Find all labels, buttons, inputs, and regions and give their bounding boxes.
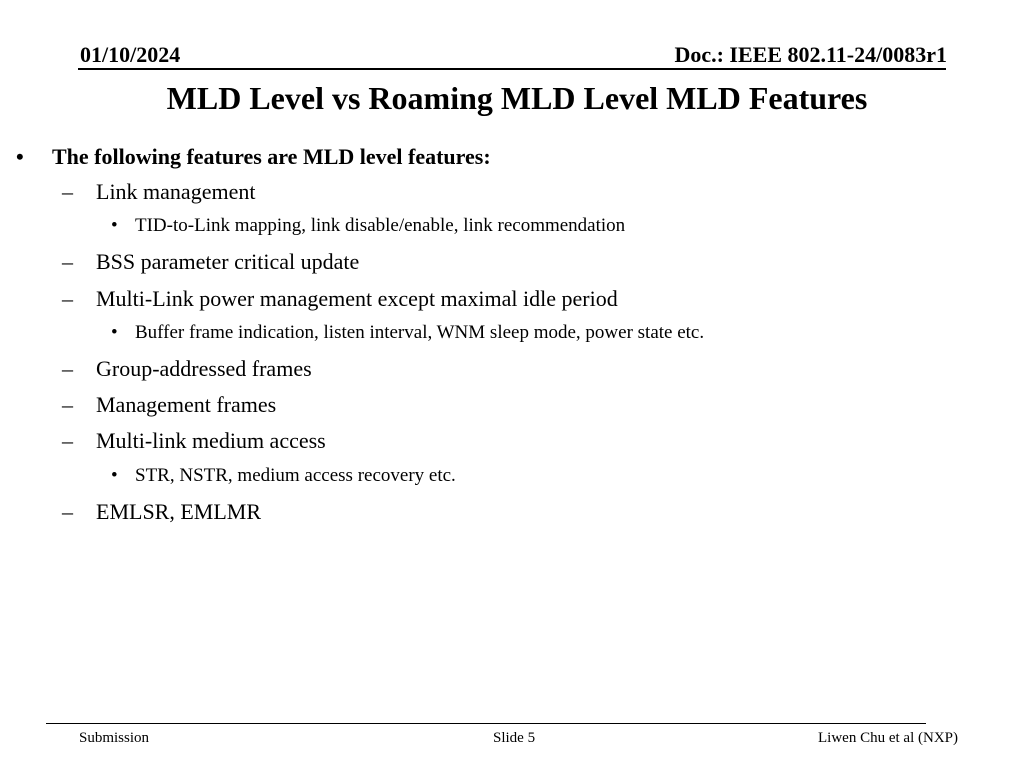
- bullet-marker: •: [16, 144, 24, 169]
- dash-marker: –: [62, 249, 73, 274]
- bullet-text: Multi-link medium access: [96, 428, 326, 453]
- bullet-text: Link management: [96, 179, 256, 204]
- dash-marker: –: [62, 356, 73, 381]
- dash-marker: –: [62, 392, 73, 417]
- bullet-text: Buffer frame indication, listen interval, WNM sleep mode, power state etc.: [135, 322, 705, 343]
- dash-marker: –: [62, 179, 73, 204]
- footer-slide-number: Slide 5: [493, 730, 536, 746]
- bullet-marker: •: [111, 322, 118, 343]
- bullet-text: Group-addressed frames: [96, 356, 312, 381]
- dash-marker: –: [62, 428, 73, 453]
- bullet-marker: •: [111, 215, 118, 236]
- header-divider: [78, 68, 946, 70]
- bullet-text: TID-to-Link mapping, link disable/enable, link recommendation: [135, 215, 626, 236]
- bullet-text: Multi-Link power management except maximal idle period: [96, 286, 618, 311]
- dash-marker: –: [62, 286, 73, 311]
- bullet-text: The following features are MLD level features:: [52, 144, 491, 169]
- bullet-text: STR, NSTR, medium access recovery etc.: [135, 465, 456, 486]
- footer-author: Liwen Chu et al (NXP): [818, 730, 958, 746]
- header-doc-id: Doc.: IEEE 802.11-24/0083r1: [674, 42, 947, 67]
- bullet-text: Management frames: [96, 392, 277, 417]
- footer-submission: Submission: [79, 730, 150, 746]
- bullet-marker: •: [111, 465, 118, 486]
- footer-divider: [46, 723, 926, 724]
- slide-title: MLD Level vs Roaming MLD Level MLD Features: [166, 80, 868, 116]
- bullet-text: BSS parameter critical update: [96, 249, 360, 274]
- dash-marker: –: [62, 499, 73, 524]
- bullet-text: EMLSR, EMLMR: [96, 499, 262, 524]
- header-date: 01/10/2024: [80, 42, 181, 67]
